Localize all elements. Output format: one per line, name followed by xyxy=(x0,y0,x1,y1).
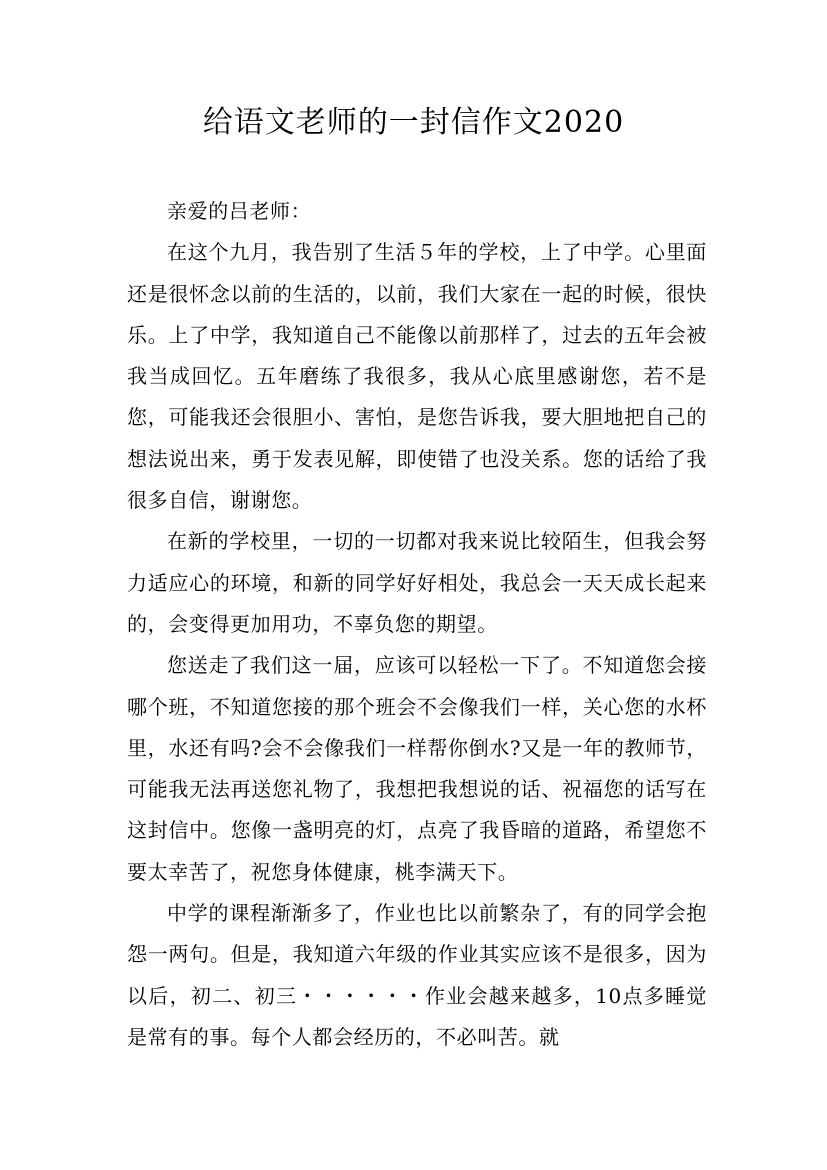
paragraph: 您送走了我们这一届，应该可以轻松一下了。不知道您会接哪个班，不知道您接的那个班会不会像我们一样，关心您的水杯里，水还有吗?会不会像我们一样帮你倒水?又是一年的教师节，可能我无法再送您礼物了，我想把我想说的话、祝福您的话写在这封信中。您像一盏明亮的灯，点亮了我昏暗的道路，希望您不要太幸苦了，祝您身体健康，桃李满天下。 xyxy=(127,653,707,884)
document-title: 给语文老师的一封信作文2020 xyxy=(202,105,625,140)
paragraph: 中学的课程渐渐多了，作业也比以前繁杂了，有的同学会抱怨一两句。但是，我知道六年级的作业其实应该不是很多，因为以后，初二、初三・・・・・・作业会越来越多，10点多睡觉是常有的事。每个人都会经历的，不必叫苦。就 xyxy=(127,901,707,1049)
letter-greeting: 亲爱的吕老师： xyxy=(167,199,312,223)
paragraph: 在新的学校里，一切的一切都对我来说比较陌生，但我会努力适应心的环境，和新的同学好好相处，我总会一天天成长起来的，会变得更加用功，不辜负您的期望。 xyxy=(127,529,707,636)
letter-body xyxy=(127,191,707,1058)
paragraph: 在这个九月，我告别了生活５年的学校，上了中学。心里面还是很怀念以前的生活的，以前，我们大家在一起的时候，很快乐。上了中学，我知道自己不能像以前那样了，过去的五年会被我当成回忆。五年磨练了我很多，我从心底里感谢您，若不是您，可能我还会很胆小、害怕，是您告诉我，要大胆地把自己的想法说出来，勇于发表见解，即使错了也没关系。您的话给了我很多自信，谢谢您。 xyxy=(127,240,707,513)
